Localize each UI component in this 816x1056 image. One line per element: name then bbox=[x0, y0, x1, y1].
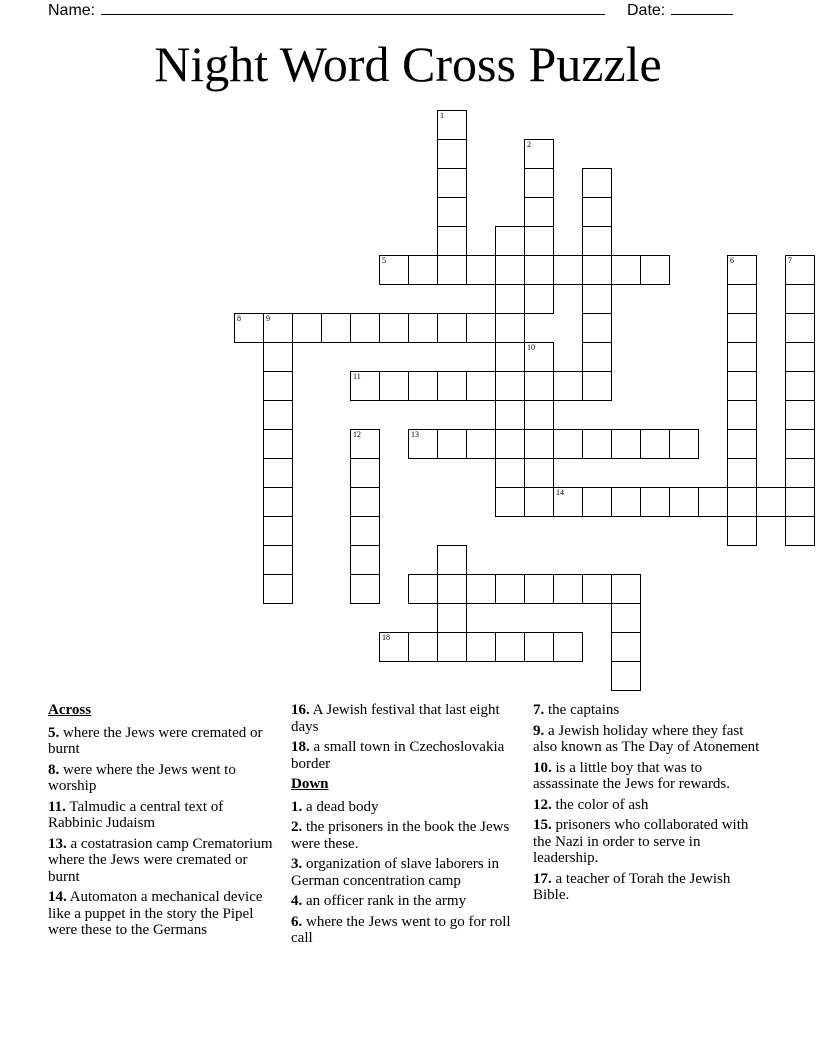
clues-column-2 bbox=[291, 702, 523, 951]
grid-cell[interactable] bbox=[582, 197, 612, 227]
grid-cell[interactable] bbox=[524, 197, 554, 227]
grid-cell[interactable] bbox=[727, 516, 757, 546]
grid-cell[interactable] bbox=[524, 574, 554, 604]
grid-cell[interactable] bbox=[263, 458, 293, 488]
clue-number: 2 bbox=[527, 140, 531, 149]
clue-item-number: 9. bbox=[533, 722, 545, 739]
clue-item-text: a teacher of Torah the Jewish Bible. bbox=[533, 870, 731, 903]
grid-cell[interactable] bbox=[437, 603, 467, 633]
clue-item-text: where the Jews were cremated or burnt bbox=[48, 724, 263, 757]
clue-item-text: where the Jews went to go for roll call bbox=[291, 913, 511, 946]
grid-cell[interactable] bbox=[553, 371, 583, 401]
clue-number: 7 bbox=[788, 256, 792, 265]
grid-cell[interactable] bbox=[582, 429, 612, 459]
grid-cell[interactable] bbox=[466, 371, 496, 401]
clue-item bbox=[533, 760, 765, 793]
clue-item-number: 3. bbox=[291, 856, 303, 872]
grid-cell[interactable] bbox=[785, 516, 815, 546]
grid-cell[interactable] bbox=[321, 313, 351, 343]
grid-cell[interactable] bbox=[785, 400, 815, 430]
grid-cell[interactable] bbox=[437, 255, 467, 285]
grid-cell[interactable] bbox=[727, 487, 757, 517]
clue-item-text: the color of ash bbox=[551, 796, 649, 813]
clue-item-number: 1. bbox=[291, 798, 303, 815]
grid-cell[interactable] bbox=[466, 313, 496, 343]
grid-cell[interactable] bbox=[727, 458, 757, 488]
clue-number: 1 bbox=[440, 111, 444, 120]
grid-cell[interactable] bbox=[437, 632, 467, 662]
grid-cell[interactable] bbox=[408, 632, 438, 662]
clue-item-number: 13. bbox=[48, 835, 67, 852]
clue-item-number: 4. bbox=[291, 893, 303, 909]
grid-cell[interactable] bbox=[263, 400, 293, 430]
grid-cell[interactable] bbox=[553, 574, 583, 604]
clue-item bbox=[48, 799, 280, 832]
grid-cell[interactable] bbox=[495, 400, 525, 430]
clue-item bbox=[533, 797, 765, 814]
clue-item-text: a dead body bbox=[302, 798, 379, 815]
grid-cell[interactable] bbox=[524, 400, 554, 430]
clue-item-text: Talmudic a central text of Rabbinic Judaism bbox=[48, 798, 224, 831]
section-heading: Down bbox=[291, 776, 329, 792]
grid-cell[interactable] bbox=[350, 458, 380, 488]
grid-cell[interactable] bbox=[611, 603, 641, 633]
grid-cell[interactable] bbox=[408, 313, 438, 343]
grid-cell[interactable] bbox=[727, 371, 757, 401]
grid-cell[interactable] bbox=[350, 313, 380, 343]
clue-item-number: 6. bbox=[291, 913, 303, 930]
clue-item-text: a Jewish holiday where they fast also known as The Day of Atonement bbox=[533, 722, 760, 755]
clue-number: 8 bbox=[237, 314, 241, 323]
grid-cell[interactable] bbox=[466, 574, 496, 604]
grid-cell[interactable] bbox=[263, 574, 293, 604]
grid-cell[interactable] bbox=[611, 429, 641, 459]
grid-cell[interactable] bbox=[437, 139, 467, 169]
clue-number: 14 bbox=[556, 488, 564, 497]
grid-cell[interactable] bbox=[611, 574, 641, 604]
grid-cell[interactable] bbox=[263, 487, 293, 517]
grid-cell[interactable] bbox=[350, 371, 380, 401]
grid-cell[interactable] bbox=[785, 342, 815, 372]
clue-item-number: 17. bbox=[533, 870, 552, 887]
clue-item-text: a costatrasion camp Crematorium where the Jews were cremated or burnt bbox=[48, 835, 273, 885]
grid-cell[interactable] bbox=[785, 255, 815, 285]
grid-cell[interactable] bbox=[524, 226, 554, 256]
clue-item bbox=[291, 893, 523, 910]
grid-cell[interactable] bbox=[756, 487, 786, 517]
grid-cell[interactable] bbox=[379, 313, 409, 343]
clue-number: 9 bbox=[266, 314, 270, 323]
grid-cell[interactable] bbox=[582, 342, 612, 372]
grid-cell[interactable] bbox=[466, 632, 496, 662]
grid-cell[interactable] bbox=[524, 168, 554, 198]
clue-item-text: were where the Jews went to worship bbox=[48, 761, 236, 794]
clue-item-number: 15. bbox=[533, 817, 552, 833]
grid-cell[interactable] bbox=[785, 284, 815, 314]
grid-cell[interactable] bbox=[495, 487, 525, 517]
grid-cell[interactable] bbox=[495, 284, 525, 314]
clue-item-number: 12. bbox=[533, 796, 552, 813]
grid-cell[interactable] bbox=[437, 545, 467, 575]
grid-cell[interactable] bbox=[466, 429, 496, 459]
grid-cell[interactable] bbox=[524, 632, 554, 662]
clue-number: 6 bbox=[730, 256, 734, 265]
clue-item-text: Automaton a mechanical device like a puppet in the story the Pipel were these to the Germans bbox=[48, 889, 263, 938]
grid-cell[interactable] bbox=[640, 255, 670, 285]
clue-item-number: 5. bbox=[48, 724, 60, 741]
clue-item-number: 11. bbox=[48, 798, 66, 815]
grid-cell[interactable] bbox=[524, 255, 554, 285]
grid-cell[interactable] bbox=[263, 371, 293, 401]
grid-cell[interactable] bbox=[640, 487, 670, 517]
clue-item bbox=[291, 739, 523, 772]
clue-number: 10 bbox=[527, 343, 535, 352]
grid-cell[interactable] bbox=[727, 429, 757, 459]
grid-cell[interactable] bbox=[350, 516, 380, 546]
clue-item-text: organization of slave laborers in German concentration camp bbox=[291, 856, 499, 889]
grid-cell[interactable] bbox=[379, 255, 409, 285]
clue-item-text: an officer rank in the army bbox=[302, 893, 467, 909]
grid-cell[interactable] bbox=[466, 255, 496, 285]
grid-cell[interactable] bbox=[263, 313, 293, 343]
grid-cell[interactable] bbox=[582, 255, 612, 285]
clue-item bbox=[533, 702, 765, 719]
grid-cell[interactable] bbox=[611, 632, 641, 662]
name-label: Name: bbox=[48, 2, 96, 19]
clue-number: 13 bbox=[411, 430, 419, 439]
grid-cell[interactable] bbox=[727, 284, 757, 314]
grid-cell[interactable] bbox=[234, 313, 264, 343]
grid-cell[interactable] bbox=[582, 487, 612, 517]
grid-cell[interactable] bbox=[582, 371, 612, 401]
clue-item-text: the captains bbox=[544, 702, 620, 718]
clue-item-number: 16. bbox=[291, 702, 310, 718]
clue-item bbox=[48, 725, 280, 758]
clue-item bbox=[291, 702, 523, 735]
clue-item bbox=[291, 914, 523, 947]
grid-cell[interactable] bbox=[582, 574, 612, 604]
grid-cell[interactable] bbox=[379, 632, 409, 662]
clue-item-text: the prisoners in the book the Jews were these. bbox=[291, 819, 510, 852]
grid-cell[interactable] bbox=[524, 429, 554, 459]
clue-item-number: 2. bbox=[291, 819, 303, 835]
grid-cell[interactable] bbox=[611, 487, 641, 517]
clue-item-number: 14. bbox=[48, 889, 67, 905]
grid-cell[interactable] bbox=[524, 458, 554, 488]
clue-item bbox=[48, 836, 280, 886]
grid-cell[interactable] bbox=[350, 429, 380, 459]
clue-item bbox=[48, 762, 280, 795]
grid-cell[interactable] bbox=[379, 371, 409, 401]
grid-cell[interactable] bbox=[263, 516, 293, 546]
grid-cell[interactable] bbox=[669, 429, 699, 459]
grid-cell[interactable] bbox=[495, 429, 525, 459]
grid-cell[interactable] bbox=[350, 574, 380, 604]
grid-cell[interactable] bbox=[611, 661, 641, 691]
grid-cell[interactable] bbox=[408, 371, 438, 401]
grid-cell[interactable] bbox=[495, 226, 525, 256]
grid-cell[interactable] bbox=[263, 429, 293, 459]
clue-item-number: 8. bbox=[48, 761, 60, 778]
grid-cell[interactable] bbox=[495, 574, 525, 604]
grid-cell[interactable] bbox=[350, 545, 380, 575]
grid-cell[interactable] bbox=[408, 255, 438, 285]
grid-cell[interactable] bbox=[437, 313, 467, 343]
clue-item bbox=[291, 819, 523, 852]
clue-item bbox=[291, 799, 523, 816]
grid-cell[interactable] bbox=[437, 197, 467, 227]
grid-cell[interactable] bbox=[611, 255, 641, 285]
clue-number: 12 bbox=[353, 430, 361, 439]
grid-cell[interactable] bbox=[408, 574, 438, 604]
grid-cell[interactable] bbox=[640, 429, 670, 459]
clues-column-1 bbox=[48, 702, 280, 943]
clue-number: 11 bbox=[353, 372, 361, 381]
grid-cell[interactable] bbox=[669, 487, 699, 517]
clue-item-number: 7. bbox=[533, 702, 545, 718]
grid-cell[interactable] bbox=[495, 458, 525, 488]
clue-item-number: 10. bbox=[533, 759, 552, 776]
grid-cell[interactable] bbox=[727, 342, 757, 372]
grid-cell[interactable] bbox=[785, 429, 815, 459]
grid-cell[interactable] bbox=[495, 255, 525, 285]
grid-cell[interactable] bbox=[553, 632, 583, 662]
grid-cell[interactable] bbox=[524, 284, 554, 314]
grid-cell[interactable] bbox=[582, 313, 612, 343]
grid-cell[interactable] bbox=[727, 400, 757, 430]
grid-cell[interactable] bbox=[553, 487, 583, 517]
grid-cell[interactable] bbox=[785, 487, 815, 517]
clue-item-text: prisoners who collaborated with the Nazi in order to serve in leadership. bbox=[533, 817, 749, 866]
grid-cell[interactable] bbox=[698, 487, 728, 517]
clue-item bbox=[291, 856, 523, 889]
grid-cell[interactable] bbox=[582, 168, 612, 198]
grid-cell[interactable] bbox=[524, 371, 554, 401]
grid-cell[interactable] bbox=[727, 255, 757, 285]
grid-cell[interactable] bbox=[785, 458, 815, 488]
clue-item-text: A Jewish festival that last eight days bbox=[291, 702, 500, 735]
grid-cell[interactable] bbox=[263, 545, 293, 575]
grid-cell[interactable] bbox=[437, 371, 467, 401]
section-heading: Across bbox=[48, 702, 92, 718]
clues-column-3 bbox=[533, 702, 765, 908]
grid-cell[interactable] bbox=[495, 371, 525, 401]
grid-cell[interactable] bbox=[408, 429, 438, 459]
grid-cell[interactable] bbox=[350, 487, 380, 517]
grid-cell[interactable] bbox=[553, 255, 583, 285]
grid-cell[interactable] bbox=[524, 342, 554, 372]
grid-cell[interactable] bbox=[582, 226, 612, 256]
clue-item bbox=[533, 871, 765, 904]
grid-cell[interactable] bbox=[785, 313, 815, 343]
clue-item-text: is a little boy that was to assassinate the Jews for rewards. bbox=[533, 759, 731, 792]
grid-cell[interactable] bbox=[263, 342, 293, 372]
grid-cell[interactable] bbox=[437, 168, 467, 198]
grid-cell[interactable] bbox=[582, 284, 612, 314]
grid-cell[interactable] bbox=[495, 342, 525, 372]
grid-cell[interactable] bbox=[727, 313, 757, 343]
grid-cell[interactable] bbox=[437, 110, 467, 140]
date-label: Date: bbox=[627, 2, 666, 19]
grid-cell[interactable] bbox=[292, 313, 322, 343]
clue-item-text: a small town in Czechoslovakia border bbox=[291, 739, 505, 772]
grid-cell[interactable] bbox=[495, 313, 525, 343]
grid-cell[interactable] bbox=[437, 226, 467, 256]
grid-cell[interactable] bbox=[437, 429, 467, 459]
grid-cell[interactable] bbox=[785, 371, 815, 401]
clue-number: 18 bbox=[382, 633, 390, 642]
clue-item bbox=[533, 723, 765, 756]
clue-item-number: 18. bbox=[291, 739, 310, 755]
clue-item bbox=[533, 817, 765, 867]
grid-cell[interactable] bbox=[495, 632, 525, 662]
grid-cell[interactable] bbox=[553, 429, 583, 459]
grid-cell[interactable] bbox=[524, 487, 554, 517]
puzzle-title: Night Word Cross Puzzle bbox=[154, 36, 662, 92]
clue-item bbox=[48, 889, 280, 939]
grid-cell[interactable] bbox=[524, 139, 554, 169]
clue-number: 5 bbox=[382, 256, 386, 265]
